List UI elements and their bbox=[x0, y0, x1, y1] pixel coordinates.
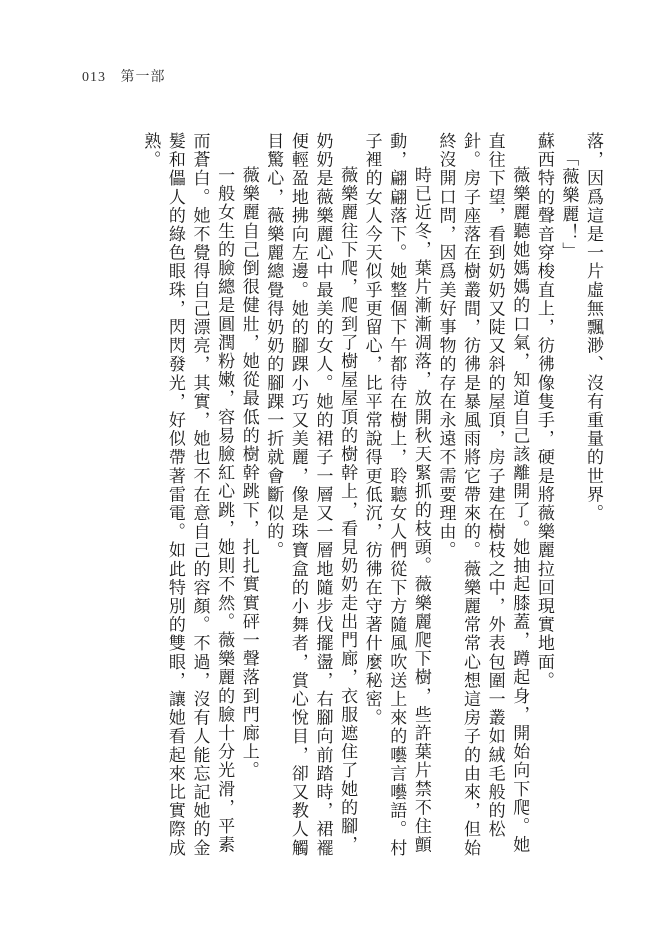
paragraph: 時已近冬，葉片漸漸凋落，放開秋天緊抓的枝頭。薇樂麗爬下樹，些許葉片禁不住顫動，翩翩落下。她整個下午都待在樹上，聆聽女人們從下方隨風吹送上來的囈言囈語。村子裡的女人今天似乎更留心，比平常說得更低沉，彷彿在守著什麼秘密。 bbox=[361, 132, 431, 858]
body-text bbox=[65, 132, 605, 862]
paragraph: 薇樂麗聽她媽媽的口氣，知道自己該離開了。她抽起膝蓋，蹲起身，開始向下爬。她直往下望，看到奶奶又陡又斜的屋頂，房子建在樹枝之中，外表包圍一叢如絨毛般的松針。房子座落在樹叢間，彷彿是暴風雨將它帶來的。薇樂麗常常心想這房子的由來，但始終沒開口問，因爲美好事物的存在永遠不需要理由。 bbox=[435, 132, 530, 858]
paragraph: 薇樂麗自己倒很健壯，她從最低的樹幹跳下，扎扎實實砰一聲落到門廊上。 bbox=[238, 166, 259, 780]
section-title: 第一部 bbox=[120, 70, 166, 85]
paragraph-continued: 落，因爲這是一片虛無飄渺、沒有重量的世界。 bbox=[583, 132, 603, 523]
page-header bbox=[82, 66, 166, 86]
paragraph: 薇樂麗往下爬，爬到了樹屋屋頂的樹幹上，看見奶奶走出門廊，衣服遮住了她的腳，奶奶是薇樂麗心中最美的女人。她的裙子一層又一層地隨步伐擺盪，右腳向前踏時，裙襬便輕盈地拂向左邊。她的腳踝小巧又美麗，像是珠寶盒的小舞者，賞心悅目，卻又教人觸目驚心，薇樂麗總覺得奶奶的腳踝一折就會斷似的。 bbox=[263, 132, 358, 858]
paragraph-dialogue: 「薇樂麗！」 bbox=[558, 149, 579, 261]
paragraph: 一般女生的臉總是圓潤粉嫩，容易臉紅心跳，她則不然。薇樂麗的臉十分光滑，平素而蒼白。她不覺得自己漂亮，其實，她也不在意自己的容顏。不過，沒有人能忘記她的金髮和儡人的綠色眼珠，閃閃發光，好似帶著雷電。如此特別的雙眼，讓她看起來比實際成熟。 bbox=[140, 132, 235, 858]
page-number: 013 bbox=[82, 70, 106, 85]
paragraph: 蘇西特的聲音穿梭直上，彷彿像隻手，硬是將薇樂麗拉回現實地面。 bbox=[533, 132, 554, 690]
